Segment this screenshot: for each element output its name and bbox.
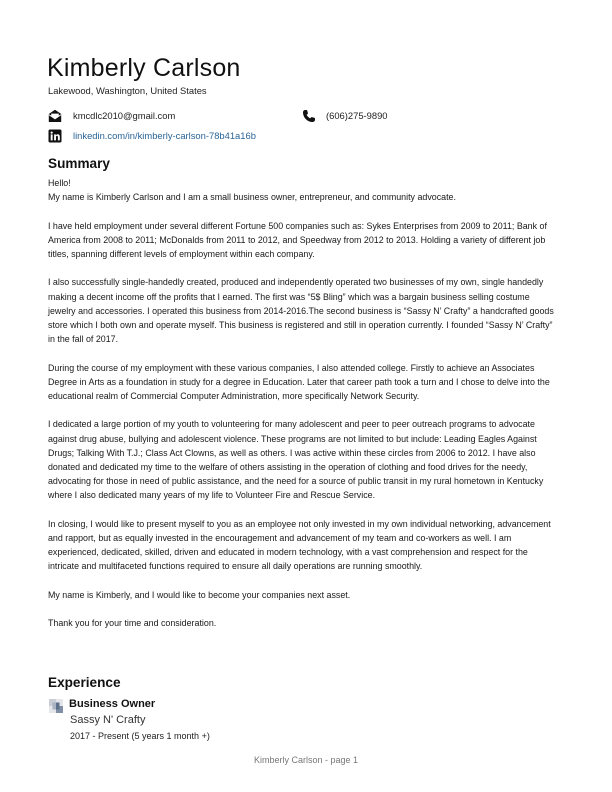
summary-paragraph: During the course of my employment with these various companies, I also attended college. Firstly to achieve an Associates Degree in Arts as a foundation in study for a degree in Education. Later that career path took a turn and I chose to delve into the educational realm of Commercial Computer Administration, more specifically Network Security. (48, 362, 550, 401)
phone-number[interactable]: (606)275-9890 (326, 110, 388, 121)
email-icon (48, 109, 62, 123)
summary-paragraph: I dedicated a large portion of my youth to volunteering for many adolescent and peer to peer outreach programs to advocate against drug abuse, bullying and adolescent violence. These programs are not limited to but include: Leading Eagles Against Drugs; Talking With T.J.; Class Act Clowns, as well as others. I was active within these circles from 2006 to 2012. I have also donated and dedicated my time to the welfare of others assisting in the operation of clothing and food drives for the needy, advocating for those in need of public assistance, and the need for a source of public transit in my rural hometown in Kentucky where I also dedicated many years of my life to Volunteer Fire and Rescue Service. (48, 419, 544, 501)
summary-paragraph: My name is Kimberly, and I would like to become your companies next asset. (48, 589, 351, 600)
summary-paragraph: I have held employment under several different Fortune 500 companies such as: Sykes Enterprises from 2009 to 2011; Bank of America from 2008 to 2011; McDonalds from 2011 to 2012, and Speedway from 2012 to 2013. Holding a variety of different job titles, spanning different levels of employment within each company. (48, 220, 547, 259)
summary-greeting: Hello! (48, 178, 71, 188)
candidate-name: Kimberly Carlson (47, 54, 241, 82)
summary-heading: Summary (48, 156, 110, 171)
job-company: Sassy N' Crafty (70, 714, 146, 726)
job-title: Business Owner (69, 698, 156, 710)
phone-icon (302, 109, 316, 123)
job-dates: 2017 - Present (5 years 1 month +) (70, 731, 210, 741)
summary-body (48, 176, 558, 645)
candidate-location: Lakewood, Washington, United States (48, 85, 207, 96)
summary-intro: My name is Kimberly Carlson and I am a small business owner, entrepreneur, and community advocate. (48, 192, 456, 203)
summary-paragraph: I also successfully single-handedly created, produced and independently operated two businesses of my own, single handedly making a decent income off the profits that I earned. The first was “5$ Bling” which was a bargain business selling costume jewelry and accessories. I operated this business from 2014-2016.The second business is “Sassy N’ Crafty” a handcrafted goods store which I both own and operate myself. This business is registered and still in operation currently. I founded “Sassy N’ Crafty” in the fall of 2017. (48, 277, 554, 345)
company-logo-placeholder-icon (49, 699, 63, 713)
experience-heading: Experience (48, 675, 121, 690)
page-footer: Kimberly Carlson - page 1 (253, 755, 359, 765)
linkedin-icon (48, 129, 62, 143)
summary-paragraph: In closing, I would like to present myself to you as an employee not only invested in my own individual networking, advancement and rapport, but as equally invested in the encouragement and advancement of my team and co-workers as well. I am experienced, dedicated, skilled, driven and educated in modern technology, with a vast comprehension and respect for the intricate and multifaceted functions required to ensure all daily operations are running smoothly. (48, 518, 551, 572)
email-address[interactable]: kmcdlc2010@gmail.com (73, 110, 176, 121)
linkedin-link[interactable]: linkedin.com/in/kimberly-carlson-78b41a16b (73, 130, 256, 141)
summary-paragraph: Thank you for your time and consideration. (48, 618, 217, 629)
